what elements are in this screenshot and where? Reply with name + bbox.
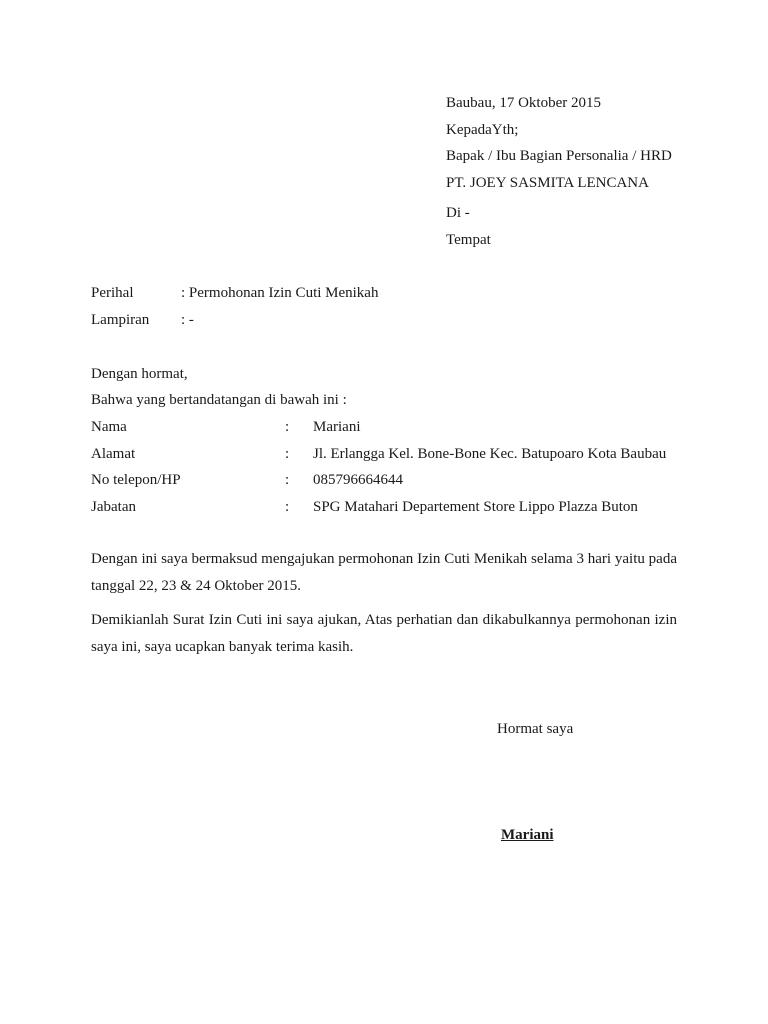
identity-value: 085796664644	[313, 472, 403, 488]
signer-name: Mariani	[501, 827, 554, 843]
greeting: Dengan hormat,	[91, 366, 188, 382]
identity-colon: :	[285, 446, 290, 462]
perihal-label: Perihal	[91, 285, 134, 301]
identity-label: Alamat	[91, 446, 136, 462]
identity-label: No telepon/HP	[91, 472, 181, 488]
identity-label: Jabatan	[91, 499, 136, 515]
identity-colon: :	[285, 419, 290, 435]
lampiran-value: : -	[181, 312, 194, 328]
body-paragraph-closing: Demikianlah Surat Izin Cuti ini saya ajukan, Atas perhatian dan dikabulkannya permohonan izin saya ini, saya ucapkan banyak terima kasih.	[91, 612, 677, 655]
identity-label: Nama	[91, 419, 127, 435]
recipient-title: Bapak / Ibu Bagian Personalia / HRD	[446, 148, 672, 164]
identity-value: Jl. Erlangga Kel. Bone-Bone Kec. Batupoaro Kota Baubau	[313, 446, 667, 462]
body-paragraph-request: Dengan ini saya bermaksud mengajukan permohonan Izin Cuti Menikah selama 3 hari yaitu pada tanggal 22, 23 & 24 Oktober 2015.	[91, 551, 677, 594]
identity-colon: :	[285, 472, 290, 488]
identity-value: SPG Matahari Departement Store Lippo Plazza Buton	[313, 499, 638, 515]
addressee-salutation: KepadaYth;	[446, 122, 519, 138]
lampiran-label: Lampiran	[91, 312, 150, 328]
recipient-company: PT. JOEY SASMITA LENCANA	[446, 175, 649, 191]
closing-salutation: Hormat saya	[497, 721, 574, 737]
identity-colon: :	[285, 499, 290, 515]
intro-line: Bahwa yang bertandatangan di bawah ini :	[91, 392, 347, 408]
recipient-di: Di -	[446, 205, 470, 221]
perihal-value: : Permohonan Izin Cuti Menikah	[181, 285, 379, 301]
recipient-place: Tempat	[446, 232, 491, 248]
identity-value: Mariani	[313, 419, 361, 435]
place-date: Baubau, 17 Oktober 2015	[446, 95, 601, 111]
